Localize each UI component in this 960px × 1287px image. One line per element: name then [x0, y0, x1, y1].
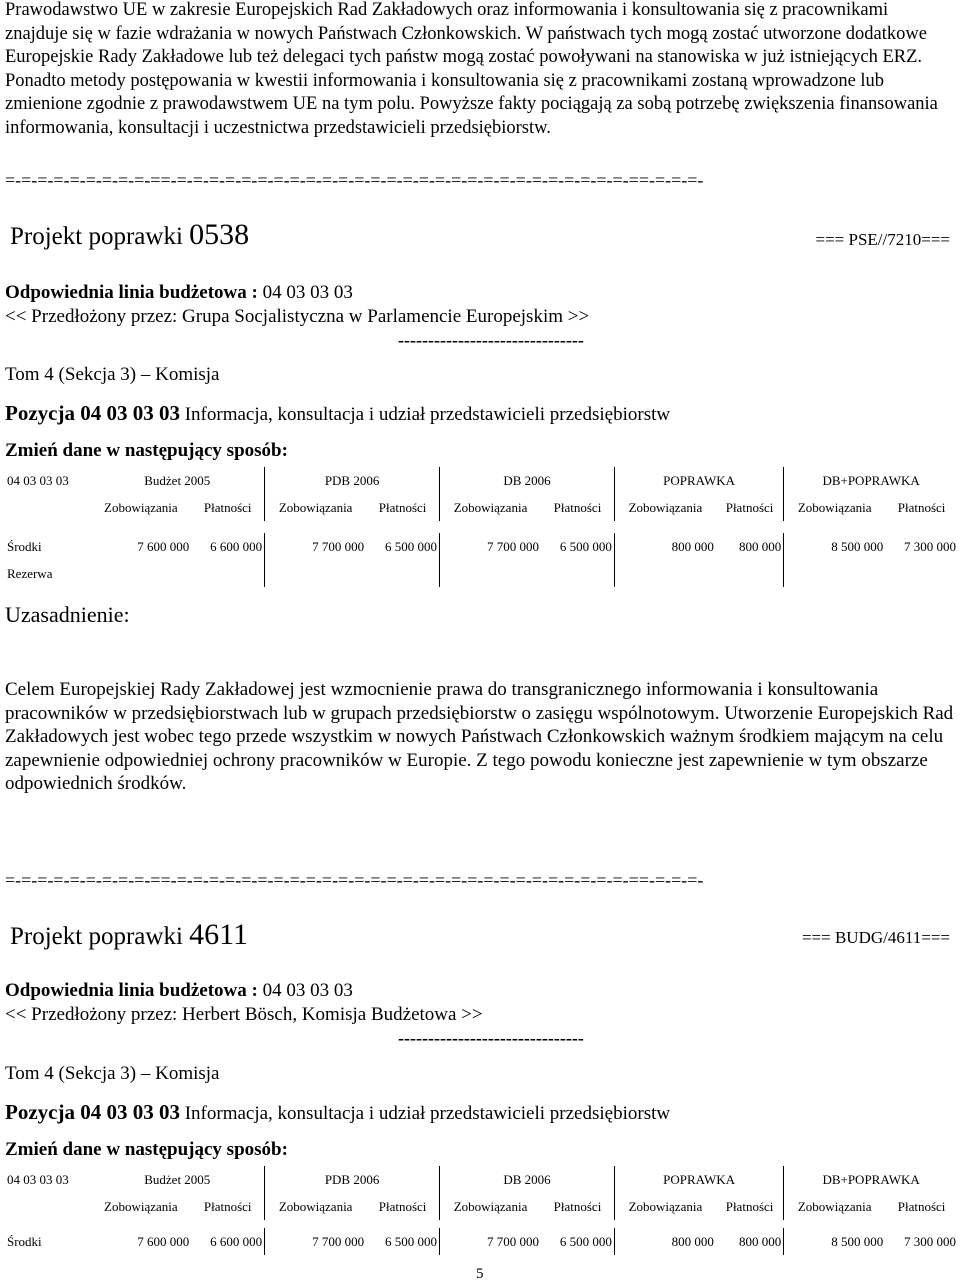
row-label: Środki	[7, 538, 42, 554]
change-label: Zmień dane w następujący sposób:	[5, 440, 288, 461]
budget-line	[5, 980, 353, 1002]
table-group-header: PDB 2006	[265, 1166, 440, 1193]
separator: =-=-=-=-=-=-=-=-=-==-=-=-=-=-=-=-=-=-=-=-=-=-=-=-=-=-=-=-=-=-=-=-=-=-=-=-=-=-==-=-=-=-	[5, 170, 704, 190]
table-cell: 800 000	[671, 1233, 714, 1249]
amendment-number: 4611	[189, 918, 249, 951]
budget-line	[5, 282, 353, 304]
table-cell: 7 300 000	[904, 1233, 956, 1249]
item-label: Pozycja 04 03 03 03	[5, 1100, 180, 1124]
row-label: Środki	[7, 1233, 42, 1249]
table-group-header: POPRAWKA	[614, 467, 783, 494]
page-number: 5	[476, 1266, 484, 1282]
table-cell: 8 500 000	[831, 1233, 884, 1249]
justification-label: Uzasadnienie:	[5, 602, 130, 627]
table-cell: 6 500 000	[366, 1228, 439, 1255]
table-line-code: 04 03 03 03	[7, 472, 69, 488]
col-sub-header: Zobowiązania	[628, 1198, 703, 1214]
budget-table	[5, 1166, 958, 1255]
table-group-header: DB 2006	[440, 467, 615, 494]
table-cell: 800 000	[671, 538, 714, 554]
justification-text: Celem Europejskiej Rady Zakładowej jest wzmocnienie prawa do transgranicznego informowania i konsultowania pracowników w przedsiębiorstwach lub w grupach przedsiębiorstw o zasięgu wspólnotowym. Utworzenie Europejskich Rad Zakładowych jest wobec tego przede wszystkim w nowych Państwach Członkowskich ważnym środkiem mającym na celu zapewnienie odpowiedniej ochrony pracowników w Europie. Z tego powodu konieczne jest zapewnienie w tym obszarze odpowiednich środków.	[5, 679, 954, 794]
amendment-title-label: Projekt poprawki	[10, 223, 183, 250]
col-sub-header: Zobowiązania	[453, 499, 528, 515]
table-cell: 800 000	[716, 1228, 784, 1255]
table-group-header: Budżet 2005	[90, 467, 264, 494]
amendment-title	[10, 218, 249, 252]
col-sub-header: Płatności	[191, 1193, 264, 1220]
col-sub-header: Płatności	[366, 494, 439, 521]
col-sub-header: Zobowiązania	[453, 1198, 528, 1214]
table-group-header: Budżet 2005	[90, 1166, 264, 1193]
table-row	[5, 560, 958, 587]
table-row	[5, 1228, 958, 1255]
table-cell: 6 600 000	[191, 533, 264, 560]
col-sub-header: Zobowiązania	[797, 1198, 872, 1214]
budget-line-label: Odpowiednia linia budżetowa :	[5, 980, 258, 1001]
amendment-title-label: Projekt poprawki	[10, 923, 183, 950]
table-cell: 8 500 000	[831, 538, 884, 554]
col-sub-header: Zobowiązania	[628, 499, 703, 515]
col-sub-header: Zobowiązania	[278, 1198, 353, 1214]
col-sub-header: Zobowiązania	[104, 1198, 178, 1214]
col-sub-header: Zobowiązania	[797, 499, 872, 515]
table-group-header: DB+POPRAWKA	[822, 472, 920, 488]
item-line	[5, 401, 670, 426]
table-cell: 7 700 000	[312, 1233, 365, 1249]
item-label: Pozycja 04 03 03 03	[5, 401, 180, 425]
dashes-line: -------------------------------	[398, 330, 584, 350]
volume-line: Tom 4 (Sekcja 3) – Komisja	[5, 364, 220, 385]
table-cell: 6 500 000	[541, 1228, 614, 1255]
intro-paragraph: Prawodawstwo UE w zakresie Europejskich Rad Zakładowych oraz informowania i konsultowania się z pracownikami znajduje się w fazie wdrażania w nowych Państwach Członkowskich. W państwach tych mogą zostać utworzone dodatkowe Europejskie Rady Zakładowe lub też delegaci tych państw mogą zostać powoływani na stanowiska w już istniejących ERZ. Ponadto metody postępowania w kwestii informowania i konsultowania się z pracownikami zostaną wprowadzone lub zmienione zgodnie z prawodawstwem UE na tym polu. Powyższe fakty pociągają za sobą potrzebę zwiększenia finansowania informowania, konsultacji i uczestnictwa przedstawicieli przedsiębiorstw.	[5, 0, 938, 138]
budget-line-value: 04 03 03 03	[262, 282, 353, 303]
budget-line-label: Odpowiednia linia budżetowa :	[5, 282, 258, 303]
col-sub-header: Zobowiązania	[104, 499, 178, 515]
table-group-header: DB 2006	[440, 1166, 615, 1193]
table-cell: 7 300 000	[904, 538, 956, 554]
col-sub-header: Zobowiązania	[278, 499, 353, 515]
table-group-header: PDB 2006	[265, 467, 440, 494]
table-cell: 7 600 000	[137, 538, 190, 554]
col-sub-header: Płatności	[897, 499, 946, 515]
budget-table	[5, 467, 958, 587]
table-line-code: 04 03 03 03	[7, 1171, 69, 1187]
col-sub-header: Płatności	[366, 1193, 439, 1220]
table-cell: 6 500 000	[366, 533, 439, 560]
col-sub-header: Płatności	[897, 1198, 946, 1214]
item-text: Informacja, konsultacja i udział przedstawicieli przedsiębiorstw	[184, 1103, 671, 1124]
submitted-by: << Przedłożony przez: Grupa Socjalistyczna w Parlamencie Europejskim >>	[5, 306, 590, 327]
col-sub-header: Płatności	[191, 494, 264, 521]
submitted-by: << Przedłożony przez: Herbert Bösch, Komisja Budżetowa >>	[5, 1004, 483, 1025]
row-label: Rezerwa	[7, 565, 53, 581]
col-sub-header: Płatności	[716, 494, 784, 521]
budget-line-value: 04 03 03 03	[262, 980, 353, 1001]
table-cell: 7 600 000	[137, 1233, 190, 1249]
col-sub-header: Płatności	[541, 494, 614, 521]
dashes-line: -------------------------------	[398, 1028, 584, 1048]
separator: =-=-=-=-=-=-=-=-=-==-=-=-=-=-=-=-=-=-=-=-=-=-=-=-=-=-=-=-=-=-=-=-=-=-=-=-=-=-==-=-=-=-	[5, 870, 704, 890]
item-text: Informacja, konsultacja i udział przedstawicieli przedsiębiorstw	[184, 404, 671, 425]
item-line	[5, 1100, 670, 1125]
col-sub-header: Płatności	[716, 1193, 784, 1220]
table-group-header: POPRAWKA	[614, 1166, 783, 1193]
table-cell: 800 000	[716, 533, 784, 560]
change-label: Zmień dane w następujący sposób:	[5, 1139, 288, 1160]
table-cell: 7 700 000	[312, 538, 365, 554]
table-cell: 7 700 000	[487, 538, 540, 554]
amendment-number: 0538	[189, 218, 250, 251]
amendment-title	[10, 918, 248, 952]
volume-line: Tom 4 (Sekcja 3) – Komisja	[5, 1063, 220, 1084]
table-cell: 6 600 000	[191, 1228, 264, 1255]
col-sub-header: Płatności	[541, 1193, 614, 1220]
table-row	[5, 533, 958, 560]
amendment-code: === PSE//7210===	[815, 230, 950, 249]
table-group-header: DB+POPRAWKA	[822, 1171, 920, 1187]
amendment-code: === BUDG/4611===	[801, 928, 950, 947]
table-cell: 7 700 000	[487, 1233, 540, 1249]
table-cell: 6 500 000	[541, 533, 614, 560]
